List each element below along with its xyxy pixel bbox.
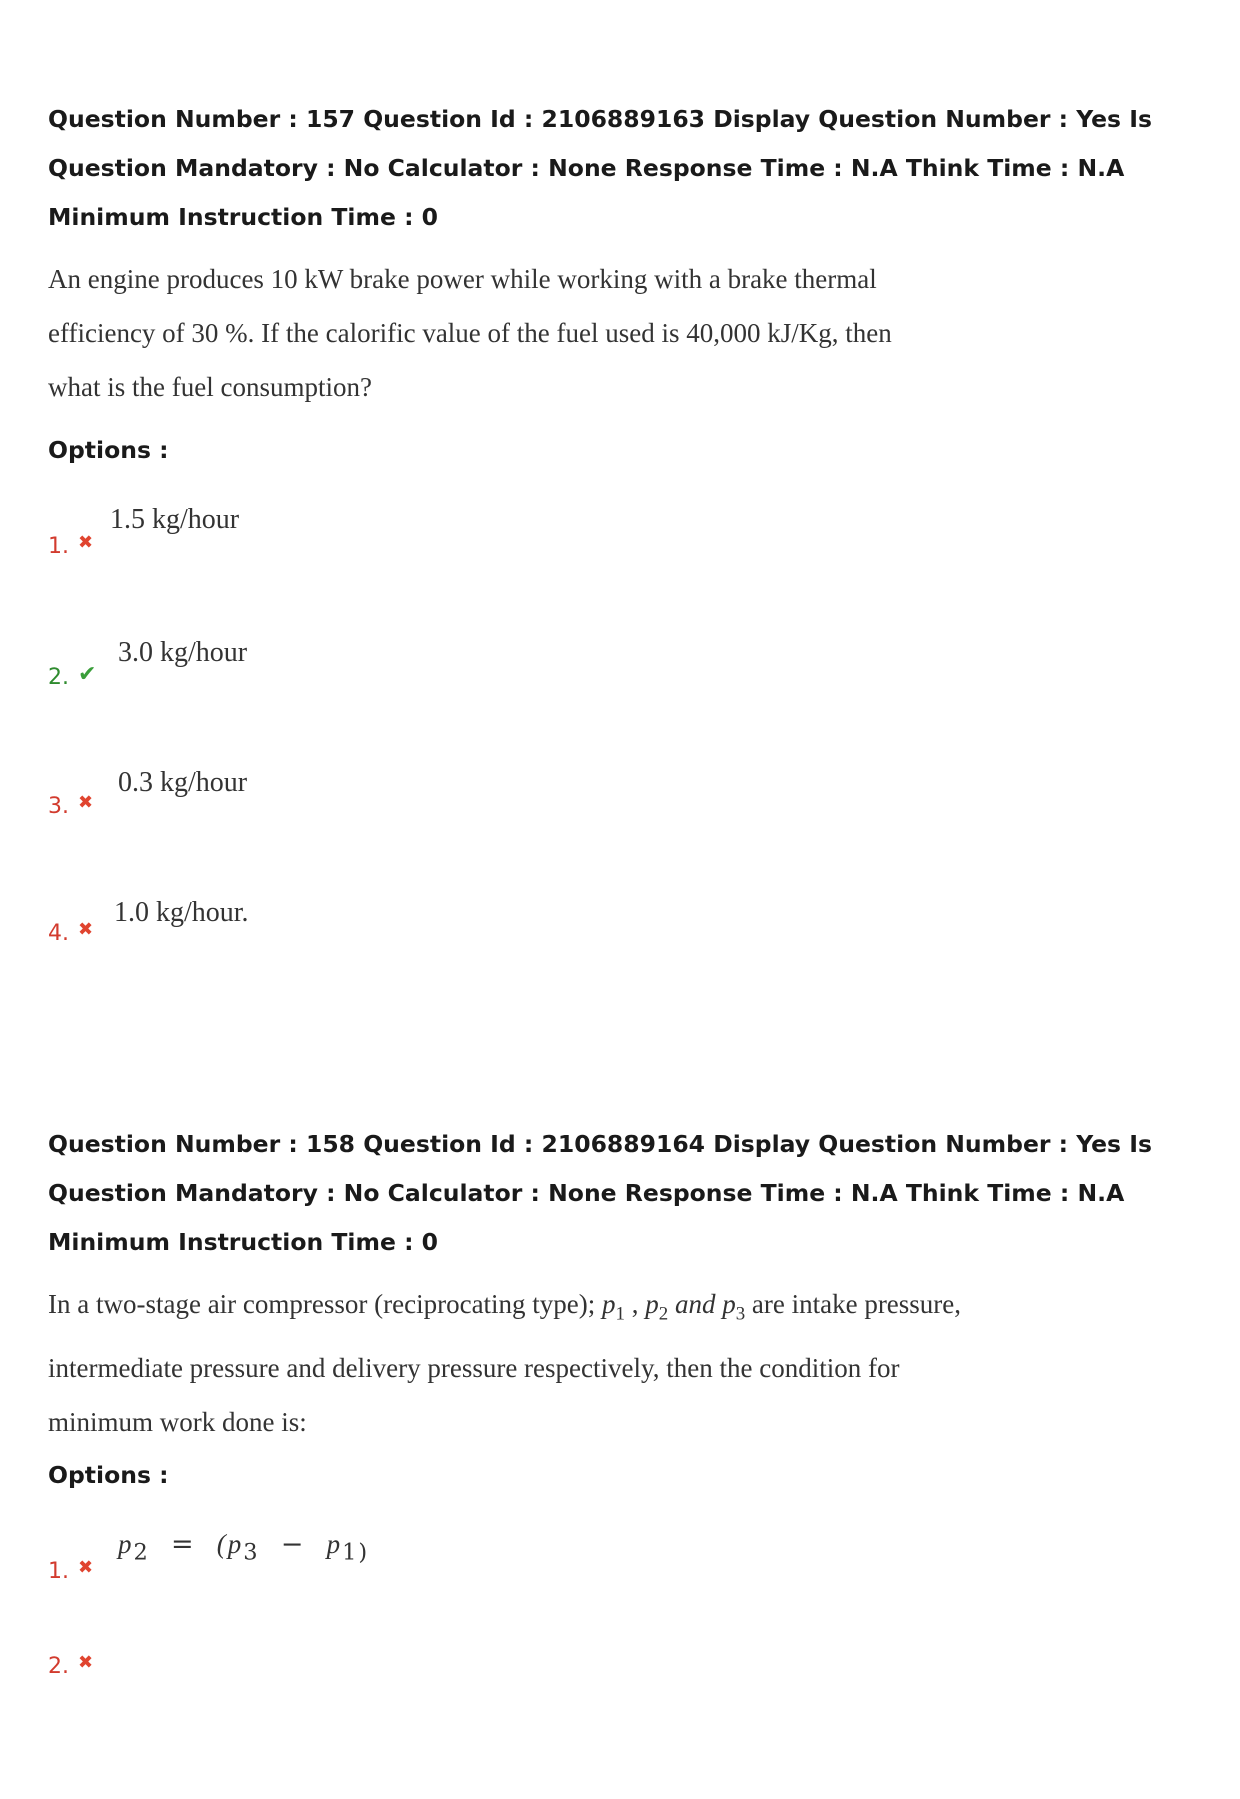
option-text: 3.0 kg/hour (118, 637, 248, 668)
cross-icon: ✖ (78, 919, 94, 940)
question-text: In a two-stage air compressor (reciprocating type); $p_1$ , $p_2$ and $p_3$ are intake pressure, intermediate pressure and delivery pressure respectively, then the condition for minimum work done is: (48, 1289, 962, 1438)
question-158 (48, 1120, 1208, 1799)
option-4 (48, 897, 1208, 1084)
option-2 (48, 1654, 1208, 1799)
question-meta: Question Number : 158 Question Id : 2106889164 Display Question Number : Yes Is Question Mandatory : No Calculator : None Response Time : N.A Think Time : N.A Minimum Instruction Time : 0 (48, 1130, 1152, 1256)
cross-icon: ✖ (78, 1557, 94, 1579)
question-text: An engine produces 10 kW brake power while working with a brake thermal efficiency of 30 %. If the calorific value of the fuel used is 40,000 kJ/Kg, then what is the fuel consumption? (48, 264, 892, 402)
option-number: 1. (48, 534, 69, 559)
option-number: 1. (48, 1559, 69, 1585)
check-icon: ✔ (78, 662, 97, 687)
option-text: 0.3 kg/hour (118, 767, 248, 798)
question-meta: Question Number : 157 Question Id : 2106889163 Display Question Number : Yes Is Question Mandatory : No Calculator : None Response Time : N.A Think Time : N.A Minimum Instruction Time : 0 (48, 105, 1152, 231)
option-number: 2. (48, 665, 69, 690)
cross-icon: ✖ (78, 792, 94, 813)
option-1 (48, 504, 1208, 649)
option-equation: $p_2 = (p_3 - p_{1)}$ (118, 1529, 370, 1566)
option-text: 1.0 kg/hour. (114, 897, 249, 928)
option-number: 4. (48, 921, 69, 946)
cross-icon: ✖ (78, 532, 94, 553)
question-157 (48, 95, 1208, 1084)
option-number: 2. (48, 1654, 69, 1680)
cross-icon: ✖ (78, 1652, 94, 1674)
options-label: Options : (48, 1461, 169, 1490)
options-label: Options : (48, 436, 169, 464)
option-text: 1.5 kg/hour (110, 504, 240, 535)
option-1 (48, 1529, 1208, 1654)
option-number: 3. (48, 794, 69, 819)
